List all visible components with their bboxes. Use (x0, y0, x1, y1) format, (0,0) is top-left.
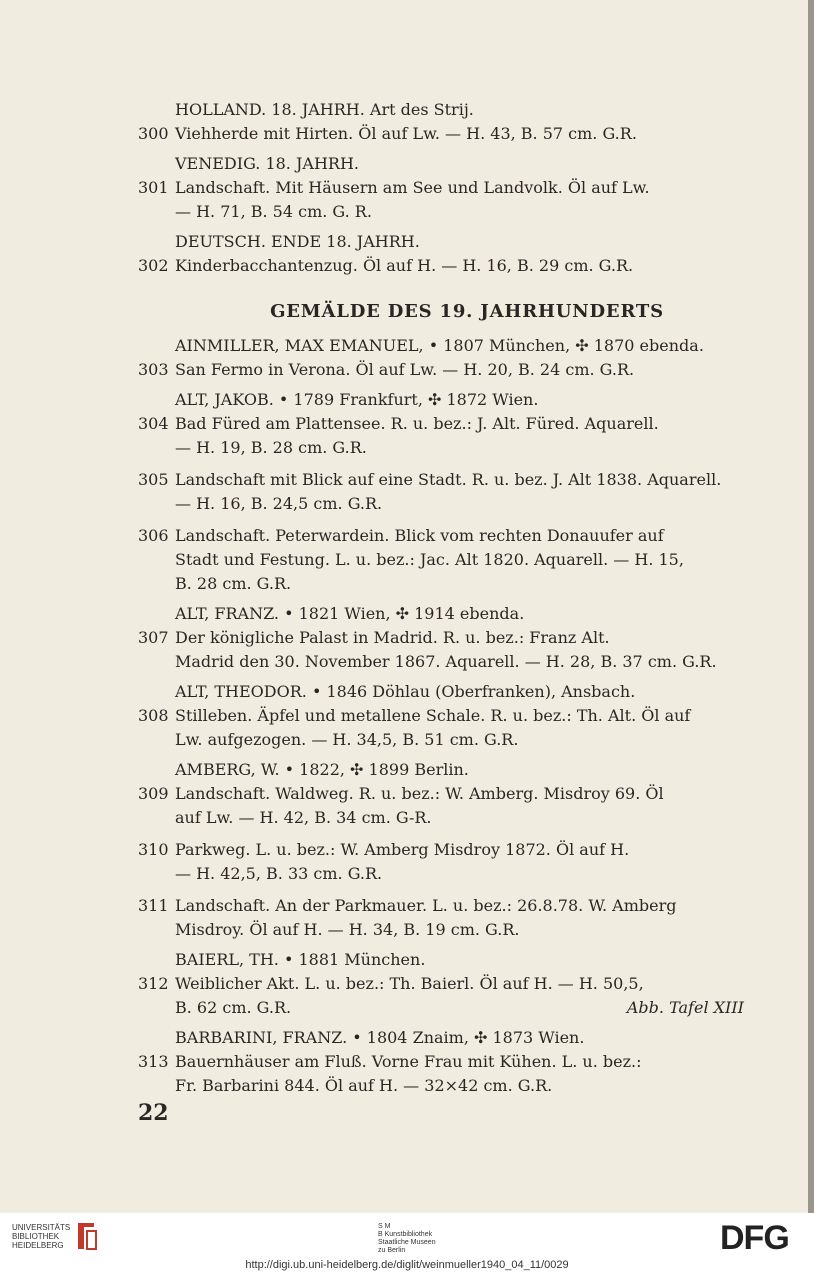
entry-text: Fr. Barbarini 844. Öl auf H. — 32×42 cm. G.R. (175, 1076, 553, 1095)
lot-number: 302 (138, 256, 169, 275)
artist-heading: AINMILLER, MAX EMANUEL, • 1807 München, ✣ 1870 ebenda. (175, 336, 704, 355)
lot-number: 310 (138, 840, 169, 859)
lot-number: 305 (138, 470, 169, 489)
entry-text: Bauernhäuser am Fluß. Vorne Frau mit Kühen. L. u. bez.: (175, 1052, 642, 1071)
entry-text: Stilleben. Äpfel und metallene Schale. R. u. bez.: Th. Alt. Öl auf (175, 706, 691, 725)
lot-number: 306 (138, 526, 169, 545)
school-heading: HOLLAND. 18. JAHRH. Art des Strij. (175, 100, 474, 119)
lot-number: 312 (138, 974, 169, 993)
lot-number: 311 (138, 896, 169, 915)
entry-text: Landschaft mit Blick auf eine Stadt. R. u. bez. J. Alt 1838. Aquarell. (175, 470, 722, 489)
school-heading: DEUTSCH. ENDE 18. JAHRH. (175, 232, 420, 251)
entry-text: B. 28 cm. G.R. (175, 574, 292, 593)
catalog-entry-line (130, 894, 754, 918)
entry-text: — H. 19, B. 28 cm. G.R. (175, 438, 367, 457)
page-edge (808, 0, 814, 1213)
library-emblem-icon (76, 1221, 98, 1251)
catalog-entry-line (130, 996, 754, 1020)
catalog-entry-line (130, 572, 754, 596)
entry-text: Viehherde mit Hirten. Öl auf Lw. — H. 43, B. 57 cm. G.R. (175, 124, 637, 143)
catalog-entry-line (130, 468, 754, 492)
entry-text: Landschaft. Waldweg. R. u. bez.: W. Amberg. Misdroy 69. Öl (175, 784, 664, 803)
entry-text: Landschaft. Mit Häusern am See und Landvolk. Öl auf Lw. (175, 178, 650, 197)
entry-text: San Fermo in Verona. Öl auf Lw. — H. 20, B. 24 cm. G.R. (175, 360, 635, 379)
catalog-entry-line (130, 358, 754, 382)
school-heading: VENEDIG. 18. JAHRH. (175, 154, 359, 173)
entry-text: Lw. aufgezogen. — H. 34,5, B. 51 cm. G.R. (175, 730, 519, 749)
section-heading: GEMÄLDE DES 19. JAHRHUNDERTS (270, 301, 664, 322)
entry-text: Misdroy. Öl auf H. — H. 34, B. 19 cm. G.R. (175, 920, 520, 939)
catalog-entry-line (130, 1050, 754, 1074)
catalog-text (130, 98, 754, 1098)
catalog-entry-line (130, 122, 754, 146)
artist-heading: BAIERL, TH. • 1881 München. (175, 950, 426, 969)
catalog-entry-line (130, 1074, 754, 1098)
artist-heading: ALT, FRANZ. • 1821 Wien, ✣ 1914 ebenda. (175, 604, 525, 623)
catalog-entry-line (130, 650, 754, 674)
lot-number: 300 (138, 124, 169, 143)
catalog-entry-line (130, 176, 754, 200)
catalog-entry-line (130, 524, 754, 548)
dfg-logo: DFG (720, 1219, 789, 1257)
entry-text: — H. 71, B. 54 cm. G. R. (175, 202, 372, 221)
entry-text: Stadt und Festung. L. u. bez.: Jac. Alt 1820. Aquarell. — H. 15, (175, 550, 684, 569)
catalog-entry-line (130, 972, 754, 996)
university-library-logo: UNIVERSITÄTS BIBLIOTHEK HEIDELBERG (12, 1223, 71, 1250)
catalog-entry-line (130, 918, 754, 942)
lot-number: 307 (138, 628, 169, 647)
source-url[interactable]: http://digi.ub.uni-heidelberg.de/diglit/weinmueller1940_04_11/0029 (245, 1259, 569, 1271)
entry-text: B. 62 cm. G.R. (175, 998, 292, 1017)
lot-number: 309 (138, 784, 169, 803)
lot-number: 301 (138, 178, 169, 197)
entry-text: — H. 42,5, B. 33 cm. G.R. (175, 864, 383, 883)
entry-text: Weiblicher Akt. L. u. bez.: Th. Baierl. Öl auf H. — H. 50,5, (175, 974, 644, 993)
catalog-entry-line (130, 254, 754, 278)
entry-text: Parkweg. L. u. bez.: W. Amberg Misdroy 1872. Öl auf H. (175, 840, 630, 859)
entry-text: Landschaft. An der Parkmauer. L. u. bez.: 26.8.78. W. Amberg (175, 896, 677, 915)
catalog-entry-line (130, 436, 754, 460)
catalog-entry-line (130, 626, 754, 650)
lot-number: 304 (138, 414, 169, 433)
artist-heading: AMBERG, W. • 1822, ✣ 1899 Berlin. (175, 760, 469, 779)
artist-heading: BARBARINI, FRANZ. • 1804 Znaim, ✣ 1873 Wien. (175, 1028, 585, 1047)
plate-reference: Abb. Tafel XIII (626, 998, 744, 1017)
catalog-entry-line (130, 704, 754, 728)
catalog-entry-line (130, 806, 754, 830)
catalog-entry-line (130, 862, 754, 886)
catalog-entry-line (130, 412, 754, 436)
catalog-entry-line (130, 200, 754, 224)
entry-text: — H. 16, B. 24,5 cm. G.R. (175, 494, 383, 513)
entry-text: Kinderbacchantenzug. Öl auf H. — H. 16, B. 29 cm. G.R. (175, 256, 634, 275)
entry-text: Der königliche Palast in Madrid. R. u. bez.: Franz Alt. (175, 628, 610, 647)
catalog-entry-line (130, 492, 754, 516)
catalog-entry-line (130, 548, 754, 572)
entry-text: auf Lw. — H. 42, B. 34 cm. G-R. (175, 808, 432, 827)
lot-number: 313 (138, 1052, 169, 1071)
page-number: 22 (138, 1100, 169, 1126)
digitization-footer (0, 1213, 814, 1273)
kunstbibliothek-logo: S M B Kunstbibliothek Staatliche Museen zu Berlin (378, 1223, 436, 1254)
entry-text: Landschaft. Peterwardein. Blick vom rechten Donauufer auf (175, 526, 664, 545)
artist-heading: ALT, JAKOB. • 1789 Frankfurt, ✣ 1872 Wien. (175, 390, 539, 409)
lot-number: 303 (138, 360, 169, 379)
catalog-entry-line (130, 838, 754, 862)
artist-heading: ALT, THEODOR. • 1846 Döhlau (Oberfranken), Ansbach. (175, 682, 636, 701)
entry-text: Madrid den 30. November 1867. Aquarell. — H. 28, B. 37 cm. G.R. (175, 652, 717, 671)
entry-text: Bad Füred am Plattensee. R. u. bez.: J. Alt. Füred. Aquarell. (175, 414, 659, 433)
lot-number: 308 (138, 706, 169, 725)
catalog-entry-line (130, 728, 754, 752)
catalog-entry-line (130, 782, 754, 806)
